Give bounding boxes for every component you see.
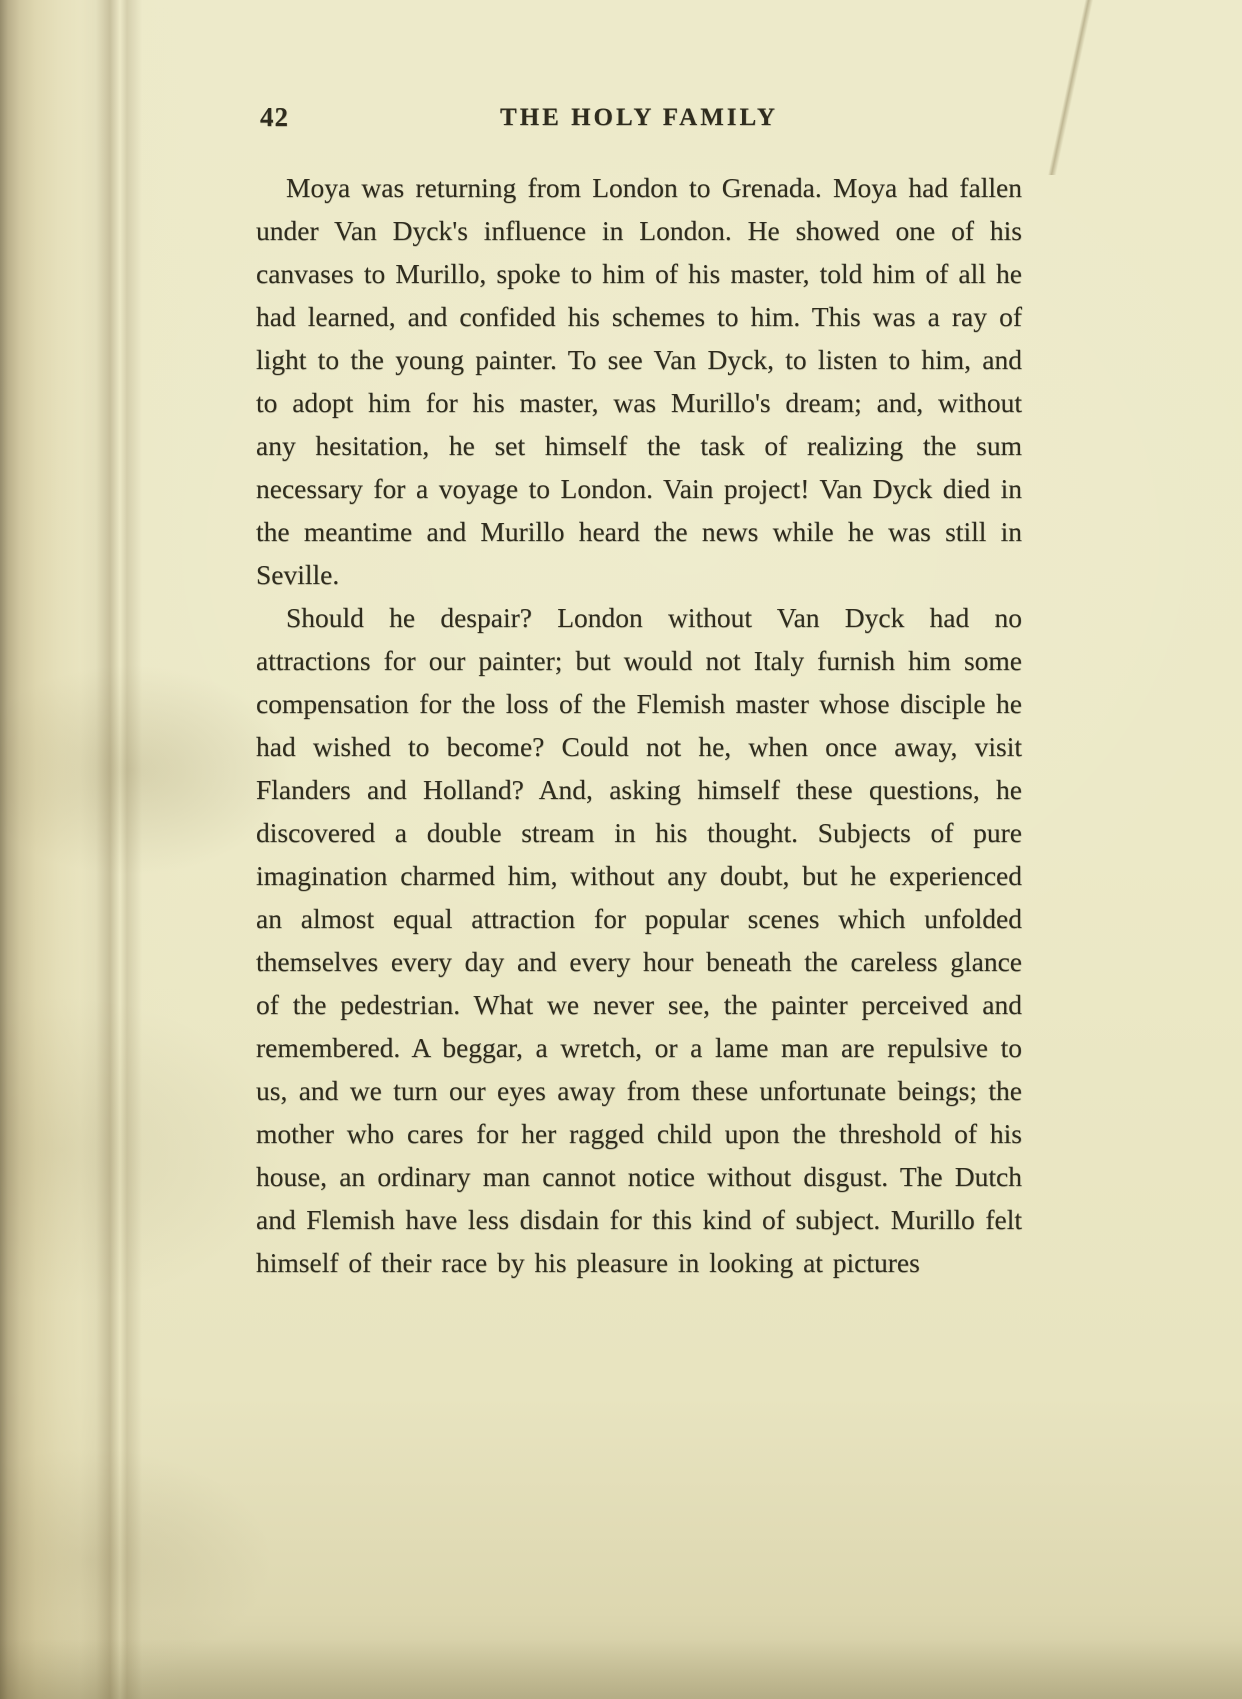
running-title: THE HOLY FAMILY	[500, 104, 778, 131]
page-corner-crease	[1030, 0, 1110, 175]
page-content	[256, 100, 1022, 1284]
paragraph-2: Should he despair? London without Van Dyck had no attractions for our painter; but would not Italy furnish him some compensation for the loss of the Flemish master whose disciple he had wished to become? Could not he, when once away, visit Flanders and Holland? And, asking himself these questions, he discovered a double stream in his thought. Subjects of pure imagination charmed him, without any doubt, but he experienced an almost equal attraction for popular scenes which unfolded themselves every day and every hour beneath the careless glance of the pedestrian. What we never see, the painter perceived and remembered. A beggar, a wretch, or a lame man are repulsive to us, and we turn our eyes away from these unfortunate beings; the mother who cares for her ragged child upon the threshold of his house, an ordinary man cannot notice without disgust. The Dutch and Flemish have less disdain for this kind of subject. Murillo felt himself of their race by his pleasure in looking at pictures	[256, 602, 1022, 1278]
page-bottom-shadow	[0, 1639, 1242, 1699]
page-body	[256, 166, 1022, 1284]
page-number: 42	[260, 102, 289, 132]
page-header	[256, 100, 1022, 142]
paragraph-1: Moya was returning from London to Grenada. Moya had fallen under Van Dyck's influence in London. He showed one of his canvases to Murillo, spoke to him of his master, told him of all he had learned, and confided his schemes to him. This was a ray of light to the young painter. To see Van Dyck, to listen to him, and to adopt him for his master, was Murillo's dream; and, without any hesitation, he set himself the task of realizing the sum necessary for a voyage to London. Vain project! Van Dyck died in the meantime and Murillo heard the news while he was still in Seville.	[256, 172, 1022, 590]
book-spine-shadow	[0, 0, 185, 1699]
